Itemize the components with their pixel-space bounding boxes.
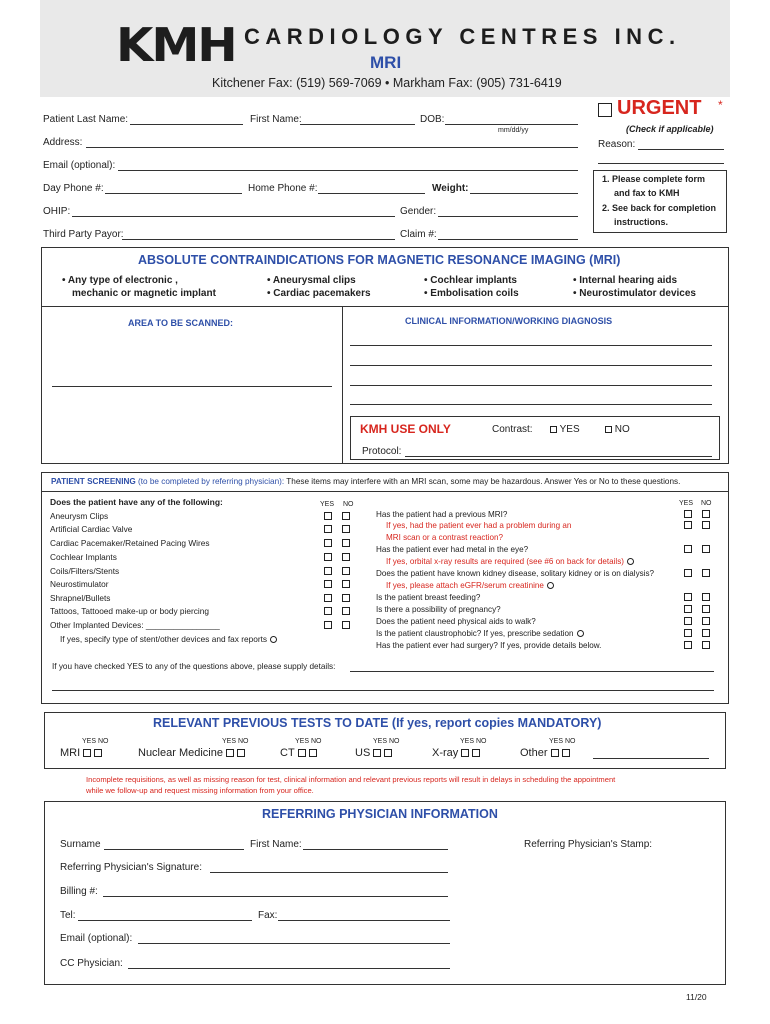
first-name-label: First Name: bbox=[250, 114, 302, 125]
contrast-no[interactable] bbox=[605, 424, 630, 435]
egfr-text: If yes, please attach eGFR/serum creatinine bbox=[386, 581, 544, 590]
reason-field-2[interactable] bbox=[598, 163, 724, 164]
left-no-checkbox[interactable] bbox=[342, 621, 350, 629]
test-mri-yes[interactable] bbox=[83, 749, 91, 757]
screen-neurostimulator: Neurostimulator bbox=[50, 579, 109, 589]
test-us-no[interactable] bbox=[384, 749, 392, 757]
screen-q-physical-aids: Does the patient need physical aids to walk? bbox=[376, 617, 536, 626]
screening-title-note: (to be completed by referring physician): bbox=[138, 477, 285, 486]
contra-col2-b: • Cardiac pacemakers bbox=[267, 288, 371, 299]
left-no-checkbox[interactable] bbox=[342, 580, 350, 588]
test-mri-label: MRI bbox=[60, 747, 81, 759]
sedation-circle-icon bbox=[577, 630, 584, 637]
screen-q-orbital bbox=[386, 557, 634, 566]
left-no-checkbox[interactable] bbox=[342, 539, 350, 547]
left-no-checkbox[interactable] bbox=[342, 567, 350, 575]
orbital-circle-icon bbox=[627, 558, 634, 565]
form-title: MRI bbox=[370, 53, 402, 72]
contrast-no-label: NO bbox=[614, 424, 630, 435]
screen-q-pregnancy: Is there a possibility of pregnancy? bbox=[376, 605, 501, 614]
urgent-label: URGENT bbox=[617, 97, 702, 119]
urgent-checkbox[interactable] bbox=[598, 101, 612, 119]
physician-stamp-label: Referring Physician's Stamp: bbox=[524, 839, 653, 850]
screen-q-metal-eye: Has the patient ever had metal in the eye? bbox=[376, 545, 529, 554]
screen-tattoos: Tattoos, Tattooed make-up or body piercing bbox=[50, 606, 209, 616]
nuclear-yes-no-header: YES NO bbox=[222, 738, 249, 745]
screening-title-rest: These items may interfere with an MRI scan, some may be hazardous. Answer Yes or No to these questions. bbox=[286, 477, 681, 486]
test-us-yes[interactable] bbox=[373, 749, 381, 757]
screen-q-claustrophobic bbox=[376, 629, 584, 638]
test-other-no[interactable] bbox=[562, 749, 570, 757]
contra-col3-a: • Cochlear implants bbox=[424, 275, 517, 286]
instruction-1b: and fax to KMH bbox=[614, 188, 680, 198]
contraindications-title: ABSOLUTE CONTRAINDICATIONS FOR MAGNETIC RESONANCE IMAGING (MRI) bbox=[138, 253, 621, 267]
right-no-checkbox[interactable] bbox=[702, 641, 710, 649]
day-phone-field[interactable] bbox=[105, 193, 242, 194]
screening-divider bbox=[41, 491, 729, 492]
right-no-checkbox[interactable] bbox=[702, 545, 710, 553]
area-scanned-label: AREA TO BE SCANNED: bbox=[128, 318, 234, 328]
instruction-2: 2. See back for completion bbox=[602, 203, 717, 213]
test-ct-label: CT bbox=[280, 747, 295, 759]
gender-label: Gender: bbox=[400, 206, 437, 217]
kmh-use-label: KMH USE ONLY bbox=[360, 422, 451, 436]
right-no-checkbox[interactable] bbox=[702, 569, 710, 577]
right-yes-checkbox[interactable] bbox=[684, 510, 692, 518]
incomplete-note-2: while we follow-up and request missing information from your office. bbox=[86, 786, 314, 795]
surname-field[interactable] bbox=[104, 849, 244, 850]
test-xray-yes[interactable] bbox=[461, 749, 469, 757]
test-nuclear-yes[interactable] bbox=[226, 749, 234, 757]
billing-label: Billing #: bbox=[60, 886, 98, 897]
claim-label: Claim #: bbox=[400, 229, 437, 240]
form-version: 11/20 bbox=[686, 992, 707, 1002]
left-yes-checkbox[interactable] bbox=[324, 594, 332, 602]
contra-vertical-divider bbox=[342, 306, 343, 464]
tel-label: Tel: bbox=[60, 910, 76, 921]
tel-field[interactable] bbox=[78, 920, 252, 921]
address-label: Address: bbox=[43, 137, 83, 148]
physician-title: REFERRING PHYSICIAN INFORMATION bbox=[262, 807, 498, 821]
cc-physician-label: CC Physician: bbox=[60, 958, 123, 969]
patient-last-name-label: Patient Last Name: bbox=[43, 114, 129, 125]
right-yes-checkbox[interactable] bbox=[684, 545, 692, 553]
protocol-label: Protocol: bbox=[362, 446, 402, 457]
physician-fax-field[interactable] bbox=[278, 920, 450, 921]
screen-q-breast-feeding: Is the patient breast feeding? bbox=[376, 593, 481, 602]
contra-col1-a: • Any type of electronic , bbox=[62, 275, 178, 286]
left-yes-header: YES bbox=[320, 501, 335, 508]
dob-field[interactable] bbox=[445, 124, 578, 125]
test-other-field[interactable] bbox=[593, 758, 709, 759]
left-no-checkbox[interactable] bbox=[342, 525, 350, 533]
screen-q-mri-problem: If yes, had the patient ever had a problem during an bbox=[386, 521, 572, 530]
right-yes-checkbox[interactable] bbox=[684, 617, 692, 625]
other-yes-no-header: YES NO bbox=[549, 738, 576, 745]
test-other-label: Other bbox=[520, 747, 548, 759]
test-us bbox=[355, 747, 392, 759]
clinical-line-4[interactable] bbox=[350, 404, 712, 405]
screening-title-row bbox=[51, 477, 680, 486]
incomplete-note-1: Incomplete requisitions, as well as missing reason for test, clinical information and relevant previous reports will result in delays in scheduling the appointment bbox=[86, 775, 616, 784]
clinical-line-2[interactable] bbox=[350, 365, 712, 366]
left-no-checkbox[interactable] bbox=[342, 512, 350, 520]
left-yes-checkbox[interactable] bbox=[324, 567, 332, 575]
us-yes-no-header: YES NO bbox=[373, 738, 400, 745]
screening-left-header: Does the patient have any of the following: bbox=[50, 497, 223, 507]
signature-label: Referring Physician's Signature: bbox=[60, 862, 202, 873]
right-yes-checkbox[interactable] bbox=[684, 629, 692, 637]
ohip-field[interactable] bbox=[72, 216, 395, 217]
screening-details-label: If you have checked YES to any of the questions above, please supply details: bbox=[52, 662, 336, 671]
urgent-note: (Check if applicable) bbox=[626, 124, 714, 134]
mri-yes-no-header: YES NO bbox=[82, 738, 109, 745]
instruction-2b: instructions. bbox=[614, 217, 669, 227]
screening-details-field-2[interactable] bbox=[52, 690, 714, 691]
ohip-label: OHIP: bbox=[43, 206, 71, 217]
right-no-checkbox[interactable] bbox=[702, 521, 710, 529]
screen-other-devices: Other Implanted Devices: ________________ bbox=[50, 620, 220, 630]
reason-label: Reason: bbox=[598, 139, 636, 150]
left-yes-checkbox[interactable] bbox=[324, 553, 332, 561]
test-other bbox=[520, 747, 570, 759]
screen-cochlear: Cochlear Implants bbox=[50, 552, 117, 562]
clinical-line-1[interactable] bbox=[350, 345, 712, 346]
company-name: CARDIOLOGY CENTRES INC. bbox=[244, 24, 681, 49]
right-no-checkbox[interactable] bbox=[702, 510, 710, 518]
screen-q-egfr bbox=[386, 581, 554, 590]
stent-note-text: If yes, specify type of stent/other devices and fax reports bbox=[60, 634, 268, 644]
test-xray-label: X-ray bbox=[432, 747, 459, 759]
email-label: Email (optional): bbox=[43, 160, 116, 171]
left-yes-checkbox[interactable] bbox=[324, 539, 332, 547]
protocol-field[interactable] bbox=[405, 456, 712, 457]
contrast-label: Contrast: bbox=[492, 424, 533, 435]
billing-field[interactable] bbox=[103, 896, 448, 897]
screen-shrapnel: Shrapnel/Bullets bbox=[50, 593, 111, 603]
home-phone-label: Home Phone #: bbox=[248, 183, 318, 194]
right-yes-checkbox[interactable] bbox=[684, 521, 692, 529]
weight-label: Weight: bbox=[432, 183, 469, 194]
test-nuclear-no[interactable] bbox=[237, 749, 245, 757]
right-no-checkbox[interactable] bbox=[702, 593, 710, 601]
third-party-field[interactable] bbox=[122, 239, 395, 240]
clinical-line-3[interactable] bbox=[350, 385, 712, 386]
left-yes-checkbox[interactable] bbox=[324, 525, 332, 533]
right-no-checkbox[interactable] bbox=[702, 629, 710, 637]
screen-q-previous-mri: Has the patient had a previous MRI? bbox=[376, 510, 508, 519]
contrast-yes-label: YES bbox=[559, 424, 580, 435]
physician-box bbox=[44, 801, 726, 985]
test-us-label: US bbox=[355, 747, 371, 759]
left-no-checkbox[interactable] bbox=[342, 553, 350, 561]
right-no-checkbox[interactable] bbox=[702, 617, 710, 625]
screen-pacemaker: Cardiac Pacemaker/Retained Pacing Wires bbox=[50, 538, 210, 548]
screen-cardiac-valve: Artificial Cardiac Valve bbox=[50, 524, 133, 534]
egfr-circle-icon bbox=[547, 582, 554, 589]
screening-details-field-1[interactable] bbox=[350, 671, 714, 672]
cc-physician-field[interactable] bbox=[128, 968, 450, 969]
left-no-header: NO bbox=[343, 501, 354, 508]
test-xray bbox=[432, 747, 480, 759]
left-yes-checkbox[interactable] bbox=[324, 607, 332, 615]
ct-yes-no-header: YES NO bbox=[295, 738, 322, 745]
screen-q-mri-problem-b: MRI scan or a contrast reaction? bbox=[386, 533, 503, 542]
fax-numbers: Kitchener Fax: (519) 569-7069 • Markham Fax: (905) 731-6419 bbox=[212, 76, 562, 90]
test-xray-no[interactable] bbox=[472, 749, 480, 757]
left-yes-checkbox[interactable] bbox=[324, 512, 332, 520]
test-mri bbox=[60, 747, 102, 759]
test-ct-no[interactable] bbox=[309, 749, 317, 757]
claim-field[interactable] bbox=[438, 239, 578, 240]
screen-coils: Coils/Filters/Stents bbox=[50, 566, 120, 576]
test-nuclear-label: Nuclear Medicine bbox=[138, 747, 223, 759]
xray-yes-no-header: YES NO bbox=[460, 738, 487, 745]
dob-label: DOB: bbox=[420, 114, 445, 125]
test-nuclear bbox=[138, 747, 245, 759]
weight-field[interactable] bbox=[470, 193, 578, 194]
screen-q-surgery: Has the patient ever had surgery? If yes, provide details below. bbox=[376, 641, 602, 650]
right-no-header: NO bbox=[701, 500, 712, 507]
screen-stent-note bbox=[60, 634, 277, 644]
clinical-info-label: CLINICAL INFORMATION/WORKING DIAGNOSIS bbox=[405, 316, 613, 326]
contra-col2-a: • Aneurysmal clips bbox=[267, 275, 356, 286]
patient-last-name-field[interactable] bbox=[130, 124, 243, 125]
screen-q-kidney: Does the patient have known kidney disease, solitary kidney or is on dialysis? bbox=[376, 569, 655, 578]
reason-field-1[interactable] bbox=[638, 149, 724, 150]
test-other-yes[interactable] bbox=[551, 749, 559, 757]
previous-tests-title: RELEVANT PREVIOUS TESTS TO DATE (If yes, report copies MANDATORY) bbox=[153, 716, 602, 730]
test-ct-yes[interactable] bbox=[298, 749, 306, 757]
right-no-checkbox[interactable] bbox=[702, 605, 710, 613]
orbital-text: If yes, orbital x-ray results are required (see #6 on back for details) bbox=[386, 557, 624, 566]
screening-title: PATIENT SCREENING bbox=[51, 477, 136, 486]
physician-first-name-field[interactable] bbox=[303, 849, 448, 850]
physician-email-label: Email (optional): bbox=[60, 933, 133, 944]
right-yes-checkbox[interactable] bbox=[684, 605, 692, 613]
contra-divider bbox=[41, 306, 729, 307]
physician-fax-label: Fax: bbox=[258, 910, 278, 921]
day-phone-label: Day Phone #: bbox=[43, 183, 104, 194]
first-name-field[interactable] bbox=[300, 124, 415, 125]
area-scanned-field[interactable] bbox=[52, 386, 332, 387]
gender-field[interactable] bbox=[438, 216, 578, 217]
test-mri-no[interactable] bbox=[94, 749, 102, 757]
home-phone-field[interactable] bbox=[318, 193, 425, 194]
dob-format: mm/dd/yy bbox=[498, 127, 529, 134]
left-no-checkbox[interactable] bbox=[342, 594, 350, 602]
contrast-yes[interactable] bbox=[550, 424, 580, 435]
physician-first-name-label: First Name: bbox=[250, 839, 302, 850]
right-yes-checkbox[interactable] bbox=[684, 569, 692, 577]
screen-aneurysm-clips: Aneurysm Clips bbox=[50, 511, 109, 521]
left-yes-checkbox[interactable] bbox=[324, 580, 332, 588]
address-field[interactable] bbox=[86, 147, 578, 148]
test-ct bbox=[280, 747, 317, 759]
email-field[interactable] bbox=[118, 170, 578, 171]
contra-col4-b: • Neurostimulator devices bbox=[573, 288, 696, 299]
physician-email-field[interactable] bbox=[138, 943, 450, 944]
left-no-checkbox[interactable] bbox=[342, 607, 350, 615]
right-yes-header: YES bbox=[679, 500, 694, 507]
signature-field[interactable] bbox=[210, 872, 448, 873]
contra-col1-b: mechanic or magnetic implant bbox=[72, 288, 216, 299]
left-yes-checkbox[interactable] bbox=[324, 621, 332, 629]
stent-note-circle-icon bbox=[270, 636, 277, 643]
surname-label: Surname bbox=[60, 839, 101, 850]
contra-col4-a: • Internal hearing aids bbox=[573, 275, 678, 286]
third-party-label: Third Party Payor: bbox=[43, 229, 124, 240]
right-yes-checkbox[interactable] bbox=[684, 593, 692, 601]
kmh-logo: KMH bbox=[116, 18, 236, 72]
urgent-asterisk: * bbox=[718, 98, 723, 112]
claustrophobic-text: Is the patient claustrophobic? If yes, prescribe sedation bbox=[376, 629, 574, 638]
contra-col3-b: • Embolisation coils bbox=[424, 288, 519, 299]
instruction-1: 1. Please complete form bbox=[602, 174, 706, 184]
right-yes-checkbox[interactable] bbox=[684, 641, 692, 649]
